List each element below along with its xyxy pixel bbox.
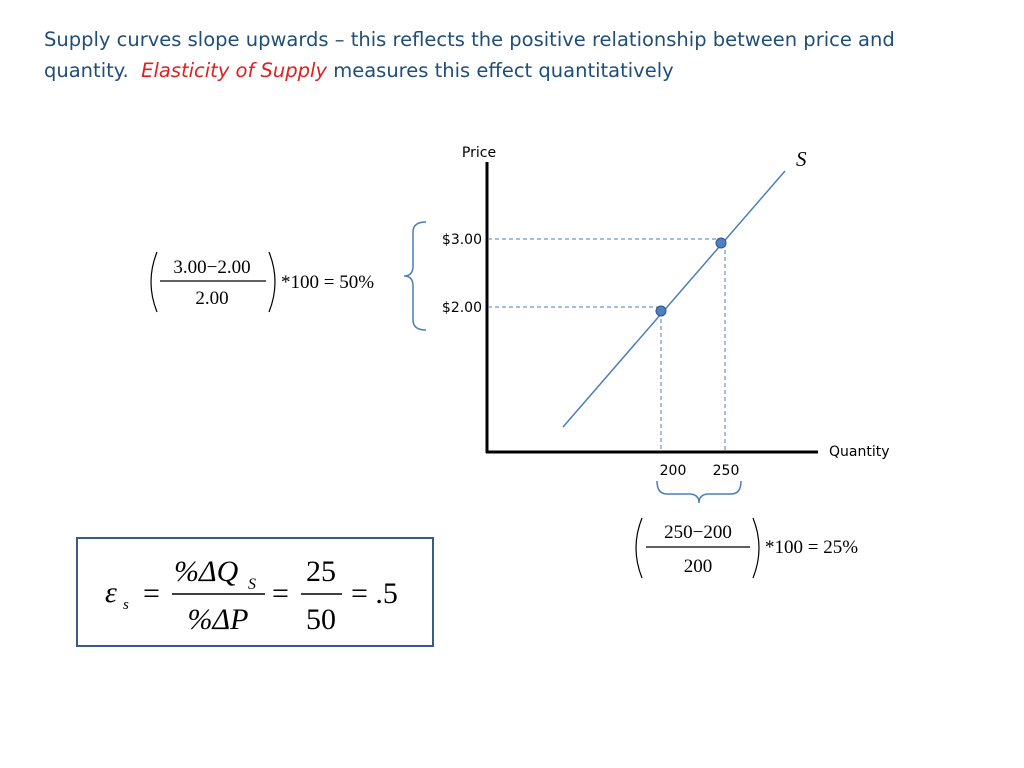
elasticity-equals-1: = [143,577,160,610]
qty-formula-right-paren [753,518,759,578]
elasticity-equals-2: = [272,577,289,610]
elasticity-symbol: ε [105,576,117,609]
qty-formula-denominator: 200 [683,556,713,577]
qty-formula-left-paren [636,518,642,578]
price-formula-denominator: 2.00 [195,288,229,309]
elasticity-numerator: %ΔQ [174,555,239,588]
x-axis-label: Quantity [829,444,890,460]
price-formula-left-paren [151,252,157,312]
elasticity-numerator-subscript: S [248,576,256,593]
elasticity-box [76,537,434,647]
elasticity-value-numerator: 25 [306,555,336,588]
qty-tick-200: 200 [659,463,687,479]
heading-text-end: measures this effect quantitatively [333,59,674,82]
price-formula-right-paren [269,252,275,312]
price-tick-2: $2.00 [441,300,482,316]
price-brace [404,222,426,330]
supply-curve [563,171,785,427]
elasticity-value-denominator: 50 [306,603,336,636]
heading-text-start: quantity. [44,59,129,82]
elasticity-subscript: s [123,597,129,613]
price-change-formula [151,252,374,312]
quantity-brace [657,481,741,503]
price-formula-numerator: 3.00−2.00 [173,257,251,278]
y-axis-label: Price [461,145,497,161]
heading-line-1: Supply curves slope upwards – this reflects the positive relationship between price and [44,28,895,51]
price-formula-suffix: *100 = 50% [281,272,375,293]
point-200-2 [656,306,666,316]
elasticity-result: = .5 [351,577,398,610]
qty-formula-numerator: 250−200 [664,522,732,543]
point-250-3 [716,238,726,248]
supply-curve-label: S [796,147,807,171]
qty-formula-suffix: *100 = 25% [765,537,859,558]
quantity-change-formula [636,518,858,578]
elasticity-denominator: %ΔP [187,603,249,636]
dashed-guides [488,239,725,451]
price-tick-3: $3.00 [441,232,482,248]
qty-tick-250: 250 [712,463,740,479]
heading-highlight: Elasticity of Supply [141,59,328,82]
